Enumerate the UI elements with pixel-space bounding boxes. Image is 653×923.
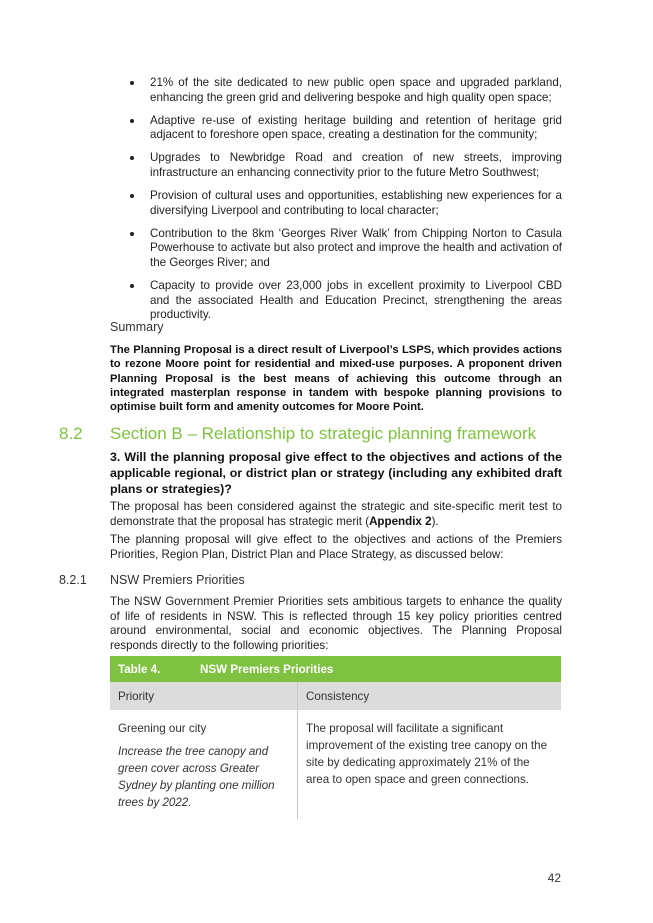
strategic-merit-paragraph bbox=[110, 500, 562, 529]
consistency-cell: The proposal will facilitate a significant improvement of the existing tree canopy on the site by dedicating approximately 21% of the area to open space and green connections. bbox=[306, 722, 548, 786]
table-caption bbox=[110, 656, 561, 682]
bullet-text: Adaptive re-use of existing heritage building and retention of heritage grid adjacent to foreshore open space, creating a destination for the community; bbox=[150, 113, 562, 142]
premier-priorities-paragraph: The NSW Government Premier Priorities sets ambitious targets to enhance the quality of life of residents in NSW. This is reflected through 15 key policy priorities centred around environmental, social and economic objectives. The Planning Proposal responds directly to the following priorities: bbox=[110, 595, 562, 652]
bullet-dot-icon bbox=[130, 284, 134, 288]
bullet-item bbox=[110, 279, 562, 323]
page-number: 42 bbox=[547, 871, 561, 885]
summary-text: The Planning Proposal is a direct result of Liverpool’s LSPS, which provides actions to rezone Moore point for residential and mixed-use purposes. A proponent driven Planning Proposal is the best means of achieving this outcome through an integrated masterplan response in tandem with bespoke planning provisions to optimise built form and amenity outcomes for Moore Point. bbox=[110, 344, 562, 414]
objectives-paragraph: The planning proposal will give effect to the objectives and actions of the Premiers Priorities, Region Plan, District Plan and Place Strategy, as discussed below: bbox=[110, 533, 562, 561]
bullet-dot-icon bbox=[130, 232, 134, 236]
table-caption-title: NSW Premiers Priorities bbox=[200, 662, 334, 676]
section-number: 8.2 bbox=[59, 424, 83, 443]
question-heading: 3. Will the planning proposal give effect to the objectives and actions of the applicable regional, or district plan or strategy (including any exhibited draft plans or strategies)? bbox=[110, 450, 562, 496]
priority-cell bbox=[110, 710, 298, 819]
column-header-priority: Priority bbox=[110, 682, 298, 710]
table-row bbox=[110, 710, 561, 819]
bullet-dot-icon bbox=[130, 156, 134, 160]
bullet-text: Provision of cultural uses and opportunities, establishing new experiences for a diversifying Liverpool and contributing to local character; bbox=[150, 189, 562, 217]
summary-heading: Summary bbox=[110, 320, 164, 334]
bullet-item bbox=[110, 227, 562, 271]
benefits-bullet-list bbox=[110, 76, 562, 331]
bullet-item bbox=[110, 189, 562, 218]
bullet-item bbox=[110, 114, 562, 143]
section-title: Section B – Relationship to strategic planning framework bbox=[110, 424, 537, 443]
bullet-item bbox=[110, 76, 562, 105]
priority-description: Increase the tree canopy and green cover across Greater Sydney by planting one million trees by 2022. bbox=[118, 745, 275, 809]
paragraph-text-end: ). bbox=[431, 514, 439, 528]
bullet-text: Upgrades to Newbridge Road and creation of new streets, improving infrastructure an enhancing connectivity prior to the future Metro Southwest; bbox=[150, 151, 562, 179]
bullet-text: 21% of the site dedicated to new public open space and upgraded parkland, enhancing the green grid and delivering bespoke and high quality open space; bbox=[150, 76, 562, 104]
bullet-dot-icon bbox=[130, 81, 134, 85]
bullet-text: Capacity to provide over 23,000 jobs in excellent proximity to Liverpool CBD and the associated Health and Education Precinct, strengthening the areas productivity. bbox=[150, 279, 562, 322]
bullet-dot-icon bbox=[130, 119, 134, 123]
paragraph-text: The proposal has been considered against the strategic and site-specific merit test to demonstrate that the proposal has strategic merit ( bbox=[110, 500, 562, 528]
bullet-item bbox=[110, 151, 562, 180]
subsection-number: 8.2.1 bbox=[59, 573, 87, 587]
bullet-text: Contribution to the 8km ‘Georges River Walk’ from Chipping Norton to Casula Powerhouse to activate but also protect and improve the health and activation of the Georges River; and bbox=[150, 226, 562, 269]
bullet-dot-icon bbox=[130, 194, 134, 198]
appendix-reference: Appendix 2 bbox=[369, 514, 432, 528]
priority-title: Greening our city bbox=[118, 722, 207, 735]
table-header-row bbox=[110, 682, 561, 710]
table-caption-number: Table 4. bbox=[118, 662, 161, 676]
column-header-consistency: Consistency bbox=[298, 682, 562, 710]
premiers-priorities-table bbox=[110, 656, 561, 819]
subsection-title: NSW Premiers Priorities bbox=[110, 573, 245, 587]
